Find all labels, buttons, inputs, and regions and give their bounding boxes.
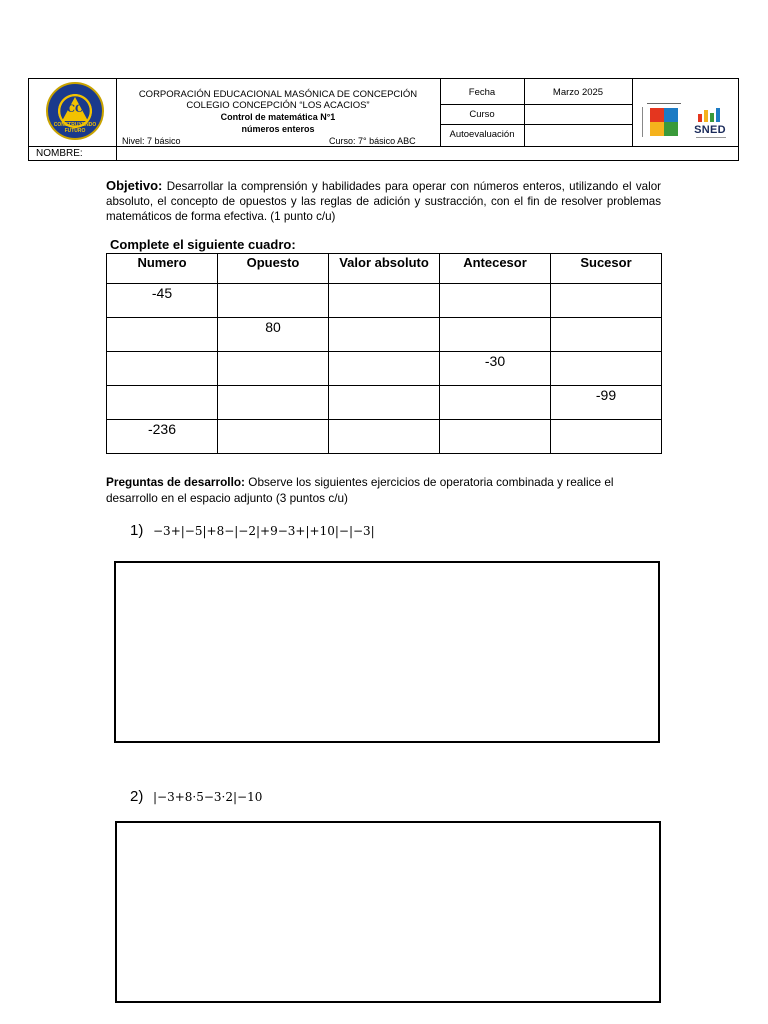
- test-title: Control de matemática N°1: [220, 112, 336, 122]
- school-name: COLEGIO CONCEPCIÓN “LOS ACACIOS”: [186, 100, 370, 111]
- objective-label: Objetivo:: [106, 178, 163, 193]
- header-valor-absoluto: Valor absoluto: [329, 254, 440, 284]
- development-text: Observe los siguientes ejercicios de operatoria combinada y realice el desarrollo en el espacio adjunto (3 puntos c/u): [106, 475, 614, 505]
- test-topic: números enteros: [241, 124, 315, 134]
- table-row: [107, 352, 662, 386]
- self-evaluation-label: Autoevaluación: [449, 129, 515, 140]
- name-field[interactable]: [116, 147, 738, 160]
- header-antecesor: Antecesor: [440, 254, 551, 284]
- table-cell-answer[interactable]: [551, 318, 662, 352]
- course-label: Curso: [469, 109, 495, 120]
- header-numero: Numero: [107, 254, 218, 284]
- question-2-number: 2): [130, 788, 144, 805]
- table-row: [107, 318, 662, 352]
- table-cell-answer[interactable]: [329, 284, 440, 318]
- table-cell-answer[interactable]: [218, 352, 329, 386]
- question-1-number: 1): [130, 522, 144, 539]
- course-info: Curso: 7° básico ABC: [329, 136, 416, 146]
- table-cell-answer[interactable]: [551, 352, 662, 386]
- level-label: Nivel: 7 básico: [122, 136, 181, 146]
- school-crest-logo: CC CONSTRUYENDO FUTURO: [46, 82, 104, 140]
- table-cell: -45: [107, 284, 218, 318]
- objective-paragraph: [106, 178, 661, 224]
- development-instructions: [106, 474, 661, 506]
- table-cell-answer[interactable]: [440, 284, 551, 318]
- table-cell-answer[interactable]: [107, 386, 218, 420]
- development-label: Preguntas de desarrollo:: [106, 475, 245, 489]
- table-cell-answer[interactable]: [107, 318, 218, 352]
- table-title: Complete el siguiente cuadro:: [110, 237, 296, 252]
- ministry-education-logo: [642, 103, 682, 143]
- corporation-name: CORPORACIÓN EDUCACIONAL MASÓNICA DE CONCEPCIÓN: [138, 89, 418, 100]
- objective-text: Desarrollar la comprensión y habilidades para operar con números enteros, utilizando el valor absoluto, el concepto de opuestos y las reglas de adición y sustracción, con el fin de resolver problemas matemáticos de forma efectiva. (1 punto c/u): [106, 180, 661, 223]
- question-1-answer-box[interactable]: [114, 561, 660, 743]
- header-table: [28, 78, 739, 161]
- table-cell-answer[interactable]: [218, 284, 329, 318]
- table-cell-answer[interactable]: [329, 386, 440, 420]
- table-row: [107, 386, 662, 420]
- question-2-answer-box[interactable]: [115, 821, 661, 1003]
- table-cell-answer[interactable]: [440, 420, 551, 454]
- table-cell-answer[interactable]: [329, 318, 440, 352]
- integers-table: [106, 253, 662, 454]
- header-opuesto: Opuesto: [218, 254, 329, 284]
- table-cell-answer[interactable]: [440, 386, 551, 420]
- table-cell-answer[interactable]: [329, 352, 440, 386]
- table-cell-answer[interactable]: [107, 352, 218, 386]
- header-sucesor: Sucesor: [551, 254, 662, 284]
- table-cell: -236: [107, 420, 218, 454]
- table-row: [107, 284, 662, 318]
- table-cell: -30: [440, 352, 551, 386]
- sned-logo: SNED: [690, 104, 730, 142]
- table-cell-answer[interactable]: [551, 284, 662, 318]
- table-row: [107, 420, 662, 454]
- date-label: Fecha: [468, 87, 496, 98]
- table-cell: 80: [218, 318, 329, 352]
- question-1-expression: −3+|−5|+8−|−2|+9−3+|+10|−|−3|: [153, 524, 375, 538]
- table-cell-answer[interactable]: [440, 318, 551, 352]
- table-cell-answer[interactable]: [218, 386, 329, 420]
- table-cell: -99: [551, 386, 662, 420]
- name-label: NOMBRE:: [36, 148, 83, 159]
- date-value: Marzo 2025: [552, 87, 604, 98]
- table-cell-answer[interactable]: [218, 420, 329, 454]
- table-cell-answer[interactable]: [551, 420, 662, 454]
- table-cell-answer[interactable]: [329, 420, 440, 454]
- question-2-expression: |−3+8·5−3·2|−10: [153, 790, 263, 804]
